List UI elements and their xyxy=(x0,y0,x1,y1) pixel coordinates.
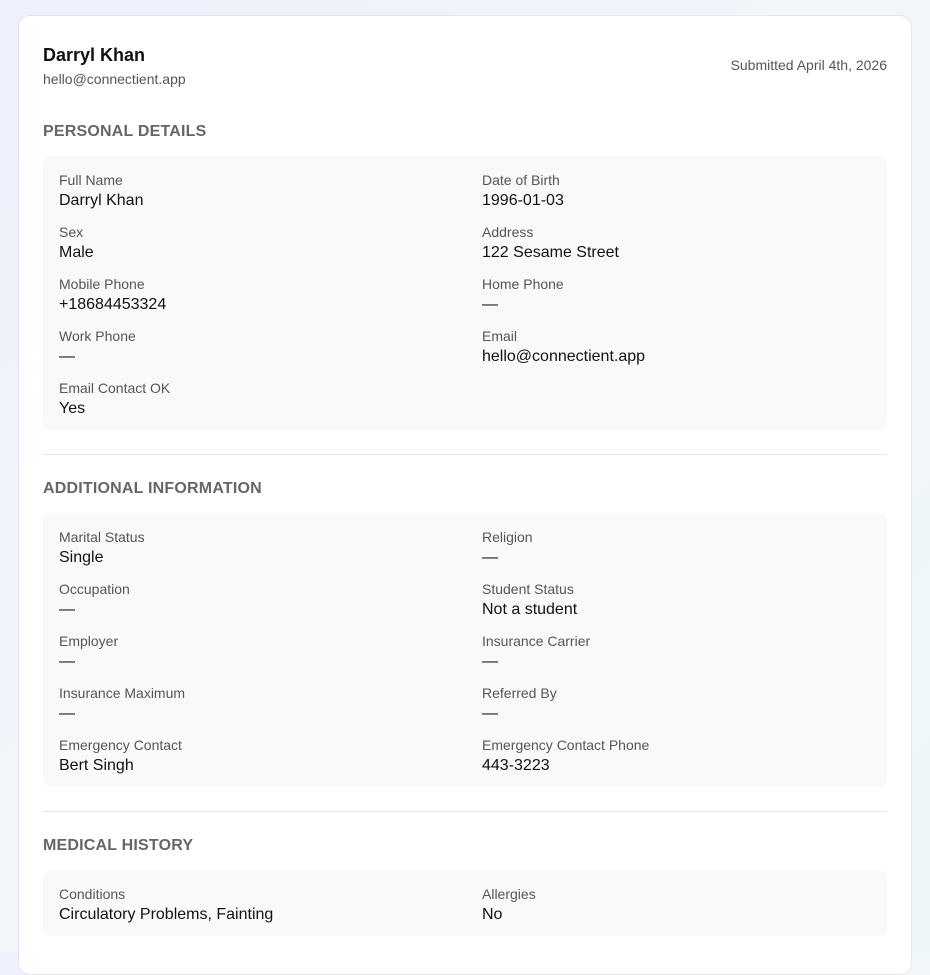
field-employer xyxy=(59,633,482,673)
field-value: — xyxy=(482,296,498,313)
field-value: Darryl Khan xyxy=(59,192,144,209)
field-value: Single xyxy=(59,549,104,566)
field-mobile-phone xyxy=(59,276,482,316)
field-value: — xyxy=(482,705,498,722)
field-label: Occupation xyxy=(59,581,130,597)
field-value: Yes xyxy=(59,400,86,417)
field-label: Employer xyxy=(59,633,119,649)
field-label: Email xyxy=(482,328,518,344)
field-label: Religion xyxy=(482,529,533,545)
field-label: Student Status xyxy=(482,581,574,597)
personal-details-section xyxy=(43,122,887,430)
field-value: — xyxy=(59,601,75,618)
field-insurance-maximum xyxy=(59,685,482,725)
field-value: Not a student xyxy=(482,601,578,618)
personal-details-grid xyxy=(43,156,887,430)
field-conditions xyxy=(59,886,482,926)
field-value: 1996-01-03 xyxy=(482,192,564,209)
field-address xyxy=(482,224,871,264)
field-label: Full Name xyxy=(59,172,123,188)
field-label: Marital Status xyxy=(59,529,145,545)
field-value: 122 Sesame Street xyxy=(482,244,619,261)
field-label: Emergency Contact xyxy=(59,737,182,753)
field-label: Address xyxy=(482,224,534,240)
field-label: Referred By xyxy=(482,685,557,701)
field-value: +18684453324 xyxy=(59,296,167,313)
field-label: Conditions xyxy=(59,886,126,902)
field-marital-status xyxy=(59,529,482,569)
field-value: — xyxy=(59,653,75,670)
medical-history-grid xyxy=(43,870,887,936)
field-email-contact-ok xyxy=(59,380,482,420)
field-label: Emergency Contact Phone xyxy=(482,737,650,753)
field-value: 443-3223 xyxy=(482,757,550,774)
field-emergency-contact xyxy=(59,737,482,777)
patient-form-card xyxy=(18,15,912,975)
field-label: Sex xyxy=(59,224,84,240)
patient-name: Darryl Khan xyxy=(43,45,146,65)
field-value: Bert Singh xyxy=(59,757,134,774)
field-work-phone xyxy=(59,328,482,368)
field-value: hello@connectient.app xyxy=(482,348,646,365)
field-label: Email Contact OK xyxy=(59,380,171,396)
field-value: — xyxy=(59,348,75,365)
field-referred-by xyxy=(482,685,871,725)
medical-history-section xyxy=(43,836,887,936)
field-label: Mobile Phone xyxy=(59,276,145,292)
additional-information-section xyxy=(43,479,887,787)
field-full-name xyxy=(59,172,482,212)
section-title: ADDITIONAL INFORMATION xyxy=(43,480,262,497)
field-value: — xyxy=(59,705,75,722)
form-header xyxy=(43,44,887,104)
field-value: — xyxy=(482,549,498,566)
field-religion xyxy=(482,529,871,569)
additional-information-grid xyxy=(43,513,887,787)
field-value: — xyxy=(482,653,498,670)
field-home-phone xyxy=(482,276,871,316)
patient-email: hello@connectient.app xyxy=(43,71,186,87)
submitted-date: Submitted April 4th, 2026 xyxy=(730,57,887,73)
field-label: Insurance Maximum xyxy=(59,685,186,701)
field-label: Home Phone xyxy=(482,276,564,292)
section-title: PERSONAL DETAILS xyxy=(43,123,207,140)
field-insurance-carrier xyxy=(482,633,871,673)
field-label: Allergies xyxy=(482,886,536,902)
section-divider xyxy=(43,454,887,455)
section-title: MEDICAL HISTORY xyxy=(43,837,194,854)
field-label: Insurance Carrier xyxy=(482,633,591,649)
section-divider xyxy=(43,811,887,812)
field-student-status xyxy=(482,581,871,621)
field-date-of-birth xyxy=(482,172,871,212)
field-label: Date of Birth xyxy=(482,172,560,188)
field-emergency-contact-phone xyxy=(482,737,871,777)
patient-identity xyxy=(43,44,186,88)
field-sex xyxy=(59,224,482,264)
field-value: No xyxy=(482,906,503,923)
field-value: Circulatory Problems, Fainting xyxy=(59,906,274,923)
field-value: Male xyxy=(59,244,94,261)
field-label: Work Phone xyxy=(59,328,136,344)
field-email xyxy=(482,328,871,368)
field-occupation xyxy=(59,581,482,621)
field-allergies xyxy=(482,886,871,926)
